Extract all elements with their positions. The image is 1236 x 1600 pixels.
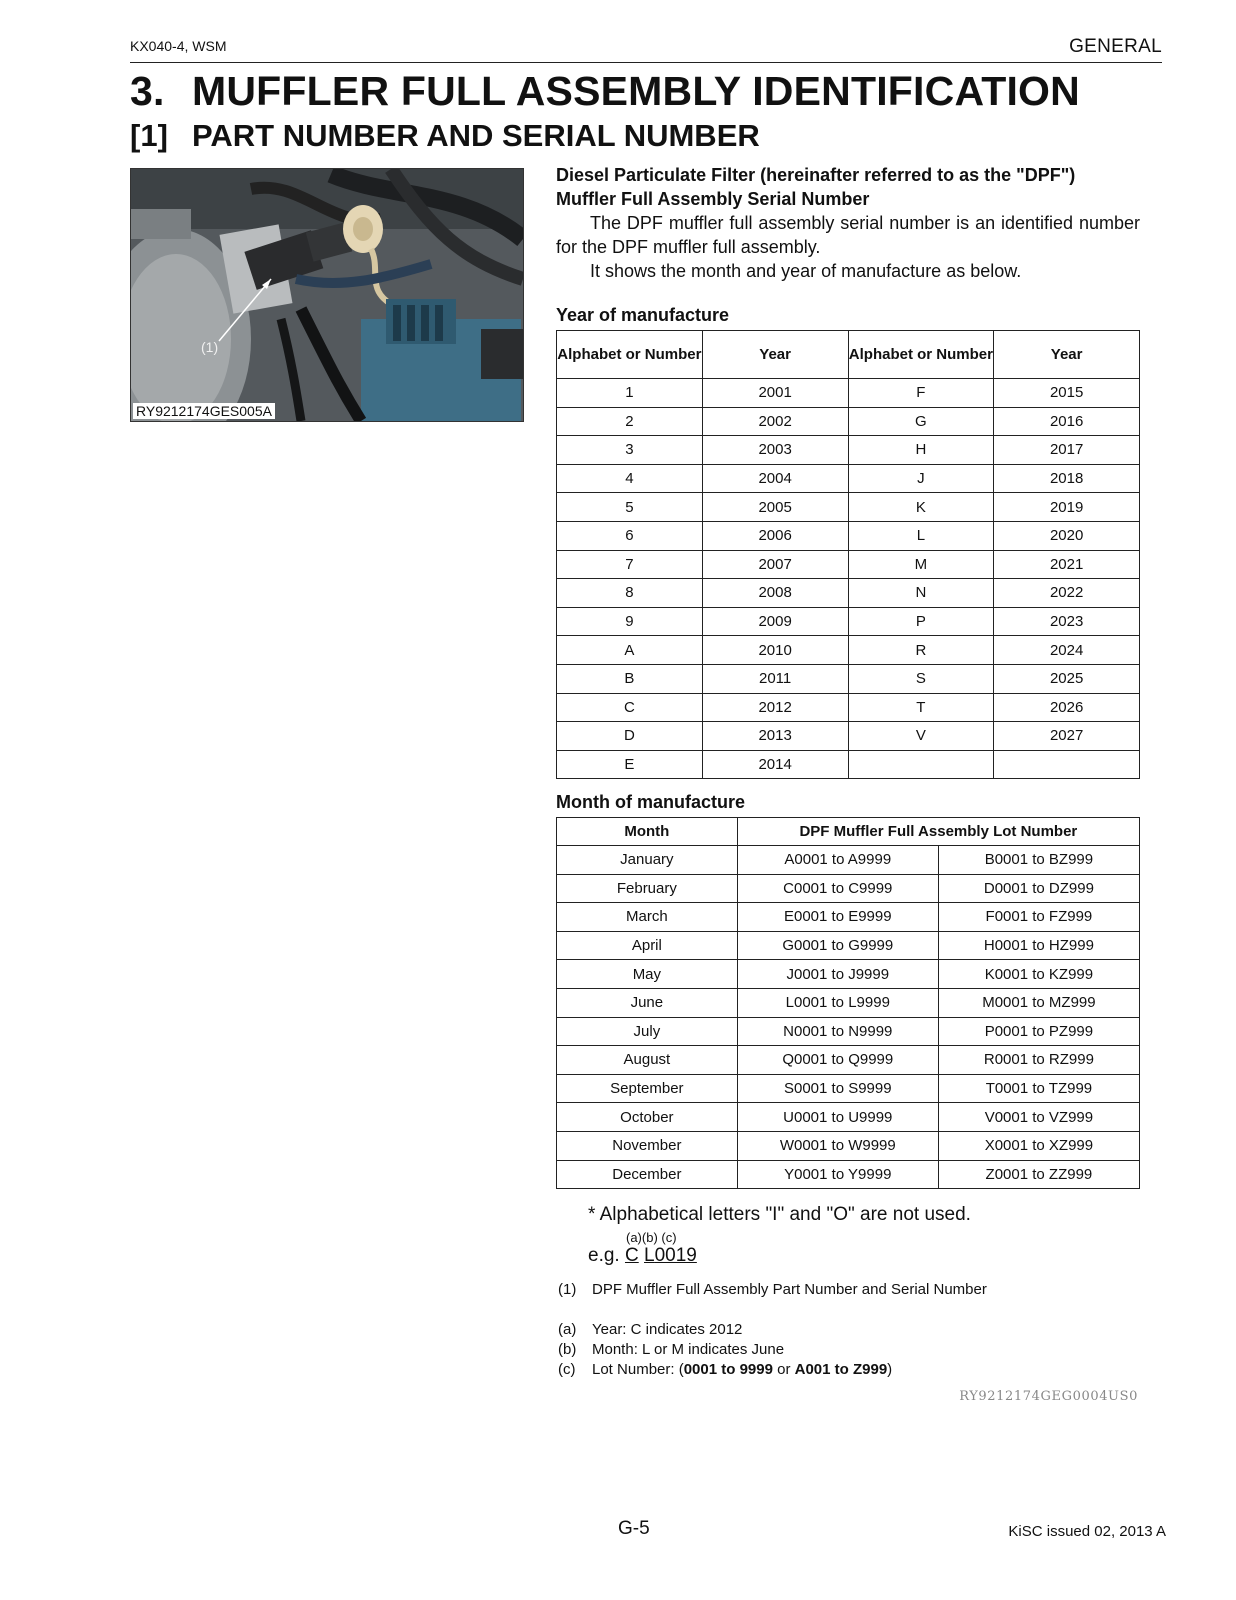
table-cell: 2023 — [994, 607, 1140, 636]
intro-heading-line1: Diesel Particulate Filter (hereinafter referred to as the "DPF") — [556, 165, 1076, 185]
table-cell: 2007 — [702, 550, 848, 579]
table-cell: E0001 to E9999 — [737, 903, 938, 932]
table-cell: 2005 — [702, 493, 848, 522]
legend-text-prefix: Lot Number: ( — [592, 1361, 684, 1378]
table-row — [557, 1160, 1140, 1189]
column-header: Alphabet or Number — [557, 331, 703, 379]
section-title-text: MUFFLER FULL ASSEMBLY IDENTIFICATION — [192, 68, 1080, 114]
table-cell: D0001 to DZ999 — [938, 874, 1139, 903]
table-cell: B0001 to BZ999 — [938, 846, 1139, 875]
table-cell: 2004 — [702, 464, 848, 493]
legend-item-c — [558, 1361, 892, 1378]
table-cell: R — [848, 636, 994, 665]
legend-label: (1) — [558, 1281, 577, 1298]
table-cell: July — [557, 1017, 738, 1046]
month-table — [556, 817, 1140, 1189]
table-cell: Q0001 to Q9999 — [737, 1046, 938, 1075]
table-cell — [994, 750, 1140, 779]
table-cell: 1 — [557, 379, 703, 408]
year-table-header-row — [557, 331, 1140, 379]
legend-item-a — [558, 1321, 742, 1338]
table-cell: A — [557, 636, 703, 665]
unused-letters-note: * Alphabetical letters "I" and "O" are not used. — [588, 1204, 971, 1225]
legend-label: (c) — [558, 1361, 576, 1378]
column-header: DPF Muffler Full Assembly Lot Number — [737, 818, 1139, 846]
table-row — [557, 407, 1140, 436]
table-row — [557, 1131, 1140, 1160]
table-cell: 5 — [557, 493, 703, 522]
legend-text: Year: C indicates 2012 — [592, 1321, 743, 1338]
table-cell: 2021 — [994, 550, 1140, 579]
table-cell: H0001 to HZ999 — [938, 931, 1139, 960]
table-cell: P — [848, 607, 994, 636]
table-cell: M0001 to MZ999 — [938, 988, 1139, 1017]
year-table — [556, 330, 1140, 779]
table-row — [557, 1103, 1140, 1132]
intro-heading-line2: Muffler Full Assembly Serial Number — [556, 189, 870, 209]
table-cell: U0001 to U9999 — [737, 1103, 938, 1132]
column-header: Alphabet or Number — [848, 331, 994, 379]
table-cell: T0001 to TZ999 — [938, 1074, 1139, 1103]
intro-paragraph-1: The DPF muffler full assembly serial number is an identified number for the DPF muffler full assembly. — [556, 213, 1140, 257]
column-header: Year — [994, 331, 1140, 379]
legend-label: (b) — [558, 1341, 577, 1358]
example-letter-markers: (a)(b) (c) — [626, 1230, 677, 1245]
table-cell: 8 — [557, 579, 703, 608]
table-cell: December — [557, 1160, 738, 1189]
table-row — [557, 1046, 1140, 1075]
legend-range-numeric: 0001 to 9999 — [683, 1361, 773, 1378]
table-cell: 2020 — [994, 521, 1140, 550]
table-cell: S — [848, 664, 994, 693]
table-cell: N — [848, 579, 994, 608]
table-cell: F — [848, 379, 994, 408]
table-cell: W0001 to W9999 — [737, 1131, 938, 1160]
table-cell — [848, 750, 994, 779]
table-cell: S0001 to S9999 — [737, 1074, 938, 1103]
table-cell: 2002 — [702, 407, 848, 436]
table-cell: October — [557, 1103, 738, 1132]
table-cell: May — [557, 960, 738, 989]
table-cell: F0001 to FZ999 — [938, 903, 1139, 932]
table-row — [557, 579, 1140, 608]
column-header: Month — [557, 818, 738, 846]
legend-range-alpha: A001 to Z999 — [794, 1361, 888, 1378]
table-cell: January — [557, 846, 738, 875]
intro-block — [556, 163, 1140, 283]
table-cell: 9 — [557, 607, 703, 636]
legend-label: (a) — [558, 1321, 577, 1338]
intro-body — [556, 211, 1140, 283]
table-cell: N0001 to N9999 — [737, 1017, 938, 1046]
table-cell: C — [557, 693, 703, 722]
manual-code: KX040-4, WSM — [130, 38, 227, 54]
table-cell: E — [557, 750, 703, 779]
table-cell: 2018 — [994, 464, 1140, 493]
table-cell: 2 — [557, 407, 703, 436]
year-table-body — [557, 379, 1140, 779]
table-row — [557, 379, 1140, 408]
table-cell: K — [848, 493, 994, 522]
month-table-body — [557, 846, 1140, 1189]
subsection-title-text: PART NUMBER AND SERIAL NUMBER — [192, 118, 760, 153]
table-cell: T — [848, 693, 994, 722]
table-row — [557, 607, 1140, 636]
table-row — [557, 722, 1140, 751]
table-cell: 7 — [557, 550, 703, 579]
table-row — [557, 693, 1140, 722]
table-row — [557, 988, 1140, 1017]
table-cell: 2026 — [994, 693, 1140, 722]
table-row — [557, 874, 1140, 903]
table-cell: November — [557, 1131, 738, 1160]
table-row — [557, 664, 1140, 693]
photo-callout-1: (1) — [201, 339, 219, 355]
table-cell: C0001 to C9999 — [737, 874, 938, 903]
page-header — [130, 34, 1162, 63]
table-row — [557, 960, 1140, 989]
table-cell: V — [848, 722, 994, 751]
issue-info: KiSC issued 02, 2013 A — [1008, 1523, 1166, 1540]
table-row — [557, 750, 1140, 779]
table-row — [557, 464, 1140, 493]
table-cell: 2001 — [702, 379, 848, 408]
table-cell: 2019 — [994, 493, 1140, 522]
table-cell: Z0001 to ZZ999 — [938, 1160, 1139, 1189]
table-cell: X0001 to XZ999 — [938, 1131, 1139, 1160]
table-cell: 2027 — [994, 722, 1140, 751]
table-cell: A0001 to A9999 — [737, 846, 938, 875]
subsection-title — [130, 118, 760, 154]
table-cell: V0001 to VZ999 — [938, 1103, 1139, 1132]
table-cell: Y0001 to Y9999 — [737, 1160, 938, 1189]
legend-item-1 — [558, 1281, 987, 1298]
table-row — [557, 903, 1140, 932]
table-cell: 2012 — [702, 693, 848, 722]
page-number: G-5 — [618, 1518, 650, 1539]
table-cell: 2006 — [702, 521, 848, 550]
table-cell: J — [848, 464, 994, 493]
table-cell: G — [848, 407, 994, 436]
table-row — [557, 550, 1140, 579]
legend-text-suffix: ) — [887, 1361, 893, 1378]
table-cell: 4 — [557, 464, 703, 493]
chapter-name: GENERAL — [1069, 36, 1162, 57]
year-table-title: Year of manufacture — [556, 305, 730, 325]
table-cell: 2025 — [994, 664, 1140, 693]
table-cell: L0001 to L9999 — [737, 988, 938, 1017]
table-cell: 2010 — [702, 636, 848, 665]
table-row — [557, 1074, 1140, 1103]
section-number: 3. — [130, 68, 165, 114]
table-cell: 2022 — [994, 579, 1140, 608]
table-cell: 2024 — [994, 636, 1140, 665]
table-cell: 2009 — [702, 607, 848, 636]
table-cell: R0001 to RZ999 — [938, 1046, 1139, 1075]
table-cell: 2014 — [702, 750, 848, 779]
table-row — [557, 493, 1140, 522]
table-cell: B — [557, 664, 703, 693]
month-table-title: Month of manufacture — [556, 792, 745, 812]
table-cell: August — [557, 1046, 738, 1075]
legend-text: DPF Muffler Full Assembly Part Number and Serial Number — [592, 1281, 987, 1298]
table-cell: 2013 — [702, 722, 848, 751]
table-cell: P0001 to PZ999 — [938, 1017, 1139, 1046]
table-cell: 3 — [557, 436, 703, 465]
example-serial — [588, 1245, 697, 1267]
table-cell: J0001 to J9999 — [737, 960, 938, 989]
table-cell: 2011 — [702, 664, 848, 693]
example-year-code: C — [624, 1245, 639, 1266]
example-lot-number: 0019 — [654, 1245, 697, 1266]
legend-text: Month: L or M indicates June — [592, 1341, 785, 1358]
engine-photo-illustration — [131, 169, 523, 421]
example-month-code: L — [644, 1245, 655, 1266]
table-cell: September — [557, 1074, 738, 1103]
table-cell: 6 — [557, 521, 703, 550]
table-cell: 2003 — [702, 436, 848, 465]
intro-heading — [556, 163, 1140, 211]
legend-item-b — [558, 1341, 784, 1358]
photo-code: RY9212174GES005A — [133, 403, 275, 419]
table-row — [557, 436, 1140, 465]
table-cell: K0001 to KZ999 — [938, 960, 1139, 989]
table-row — [557, 636, 1140, 665]
reference-code: RY9212174GEG0004US0 — [959, 1389, 1138, 1404]
engine-photo — [130, 168, 524, 422]
table-cell: L — [848, 521, 994, 550]
table-cell: 2008 — [702, 579, 848, 608]
table-row — [557, 846, 1140, 875]
month-table-header-row — [557, 818, 1140, 846]
table-cell: 2017 — [994, 436, 1140, 465]
legend-text-mid: or — [772, 1361, 795, 1378]
table-cell: March — [557, 903, 738, 932]
intro-paragraph-2: It shows the month and year of manufacture as below. — [590, 261, 1022, 281]
table-cell: 2015 — [994, 379, 1140, 408]
table-row — [557, 1017, 1140, 1046]
table-cell: 2016 — [994, 407, 1140, 436]
section-title — [130, 68, 1080, 115]
table-cell: H — [848, 436, 994, 465]
column-header: Year — [702, 331, 848, 379]
table-row — [557, 931, 1140, 960]
subsection-number: [1] — [130, 118, 168, 153]
table-cell: D — [557, 722, 703, 751]
table-row — [557, 521, 1140, 550]
table-cell: June — [557, 988, 738, 1017]
table-cell: April — [557, 931, 738, 960]
example-prefix: e.g. — [588, 1245, 620, 1266]
table-cell: M — [848, 550, 994, 579]
table-cell: G0001 to G9999 — [737, 931, 938, 960]
table-cell: February — [557, 874, 738, 903]
